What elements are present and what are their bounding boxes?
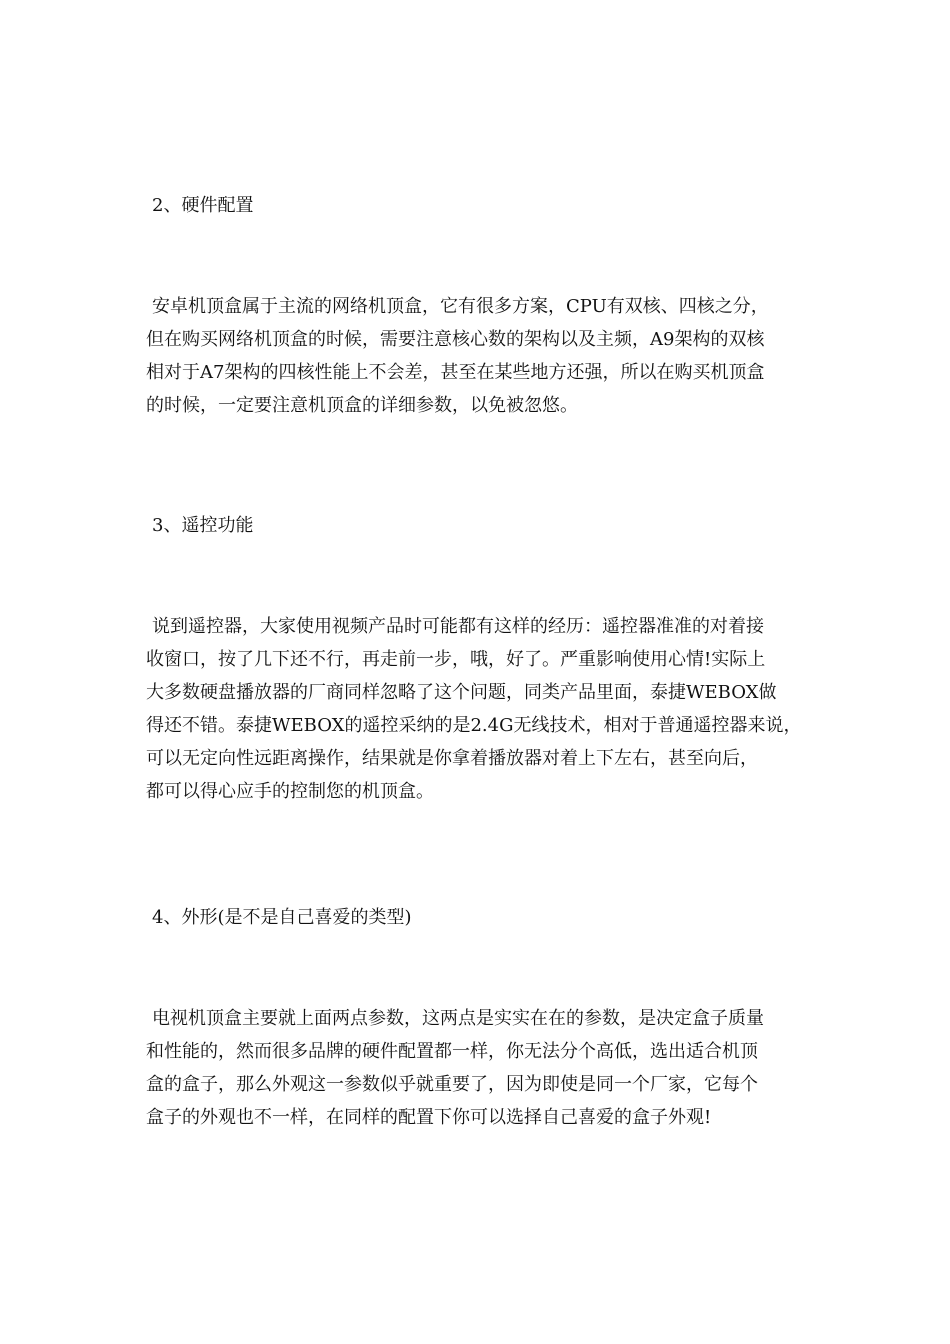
paragraph-hardware bbox=[146, 290, 808, 422]
paragraph-line: 都可以得心应手的控制您的机顶盒。 bbox=[146, 781, 434, 802]
paragraph-line: 但在购买网络机顶盒的时候，需要注意核心数的架构以及主频，A9架构的双核 bbox=[146, 329, 765, 350]
section-heading-remote: 3、遥控功能 bbox=[152, 515, 254, 536]
paragraph-line: 得还不错。泰捷WEBOX的遥控采纳的是2.4G无线技术，相对于普通遥控器来说， bbox=[146, 715, 802, 736]
paragraph-line: 电视机顶盒主要就上面两点参数，这两点是实实在在的参数，是决定盒子质量 bbox=[152, 1008, 764, 1029]
paragraph-appearance bbox=[146, 1002, 808, 1134]
paragraph-line: 安卓机顶盒属于主流的网络机顶盒，它有很多方案，CPU有双核、四核之分， bbox=[152, 296, 769, 317]
paragraph-line: 相对于A7架构的四核性能上不会差，甚至在某些地方还强，所以在购买机顶盒 bbox=[146, 362, 765, 383]
paragraph-line: 盒子的外观也不一样，在同样的配置下你可以选择自己喜爱的盒子外观! bbox=[146, 1107, 712, 1128]
paragraph-line: 的时候，一定要注意机顶盒的详细参数，以免被忽悠。 bbox=[146, 395, 578, 416]
paragraph-line: 收窗口，按了几下还不行，再走前一步，哦，好了。严重影响使用心情!实际上 bbox=[146, 649, 766, 670]
paragraph-line: 和性能的，然而很多品牌的硬件配置都一样，你无法分个高低，选出适合机顶 bbox=[146, 1041, 758, 1062]
section-heading-appearance: 4、外形(是不是自己喜爱的类型) bbox=[152, 907, 412, 928]
paragraph-line: 盒的盒子，那么外观这一参数似乎就重要了，因为即使是同一个厂家，它每个 bbox=[146, 1074, 758, 1095]
paragraph-remote bbox=[146, 610, 808, 808]
section-heading-hardware: 2、硬件配置 bbox=[152, 195, 254, 216]
paragraph-line: 大多数硬盘播放器的厂商同样忽略了这个问题，同类产品里面，泰捷WEBOX做 bbox=[146, 682, 777, 703]
paragraph-line: 说到遥控器，大家使用视频产品时可能都有这样的经历：遥控器准准的对着接 bbox=[152, 616, 764, 637]
paragraph-line: 可以无定向性远距离操作，结果就是你拿着播放器对着上下左右，甚至向后， bbox=[146, 748, 758, 769]
